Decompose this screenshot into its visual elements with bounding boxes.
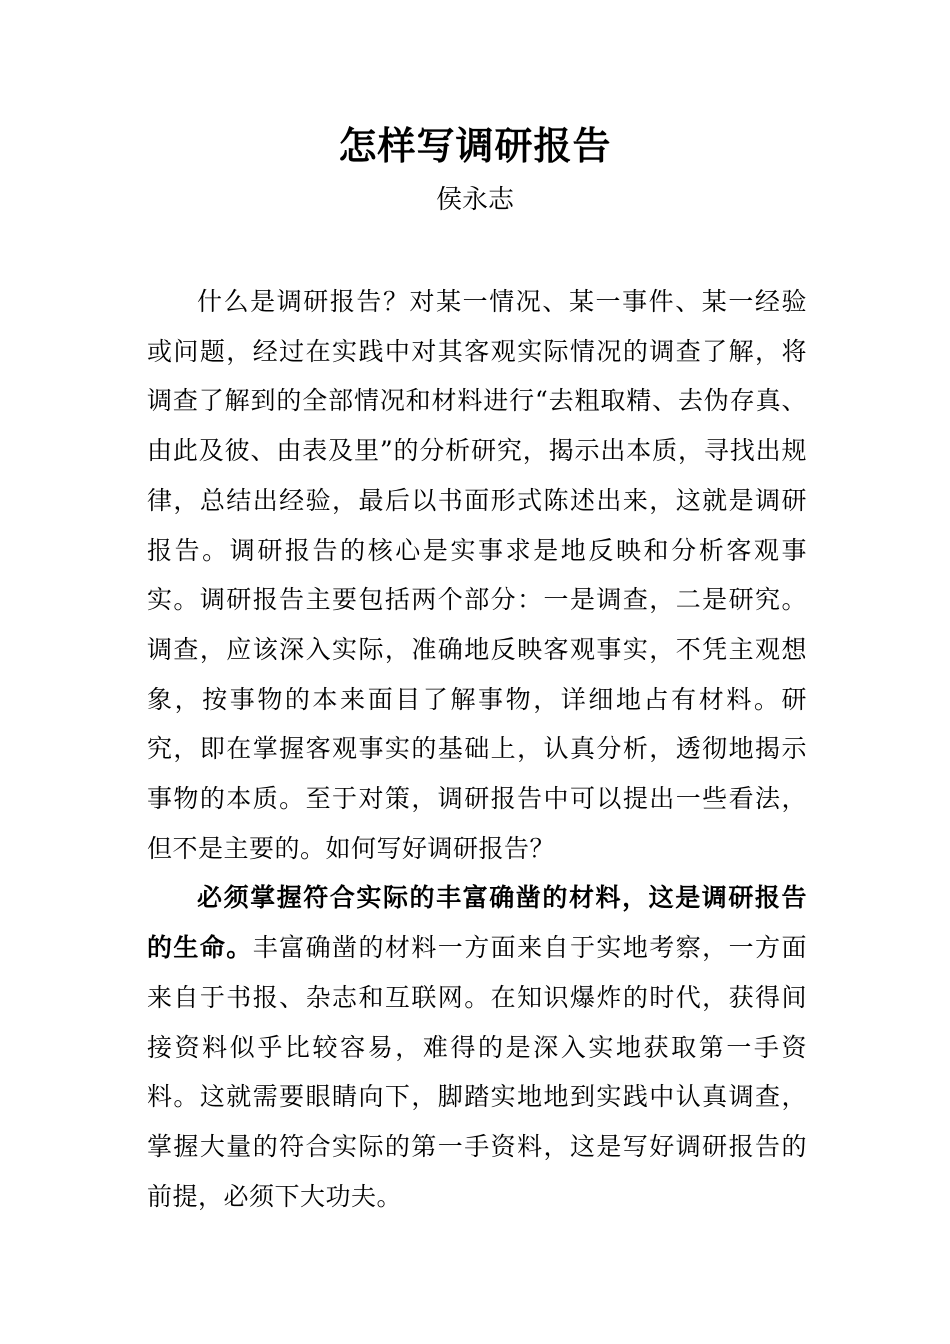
document-body	[147, 277, 807, 1221]
document-title: 怎样写调研报告	[338, 123, 612, 168]
document-author: 侯永志	[435, 185, 514, 215]
paragraph-intro: 什么是调研报告？对某一情况、某一事件、某一经验或问题，经过在实践中对其客观实际情况的调查了解，将调查了解到的全部情况和材料进行“去粗取精、去伪存真、由此及彼、由表及里”的分析研究，揭示出本质，寻找出规律，总结出经验，最后以书面形式陈述出来，这就是调研报告。调研报告的核心是实事求是地反映和分析客观事实。调研报告主要包括两个部分：一是调查，二是研究。调查，应该深入实际，准确地反映客观事实，不凭主观想象，按事物的本来面目了解事物，详细地占有材料。研究，即在掌握客观事实的基础上，认真分析，透彻地揭示事物的本质。至于对策，调研报告中可以提出一些看法，但不是主要的。如何写好调研报告？	[147, 287, 807, 863]
paragraph-materials-text: 丰富确凿的材料一方面来自于实地考察，一方面来自于书报、杂志和互联网。在知识爆炸的时代，获得间接资料似乎比较容易，难得的是深入实地获取第一手资料。这就需要眼睛向下，脚踏实地地到实践中认真调查，掌握大量的符合实际的第一手资料，这是写好调研报告的前提，必须下大功夫。	[147, 933, 807, 1211]
paragraph-materials-heading: 必须掌握符合实际的丰富确凿的材料，这是调研报告的生命。	[147, 883, 807, 963]
paragraph-materials	[147, 873, 807, 1221]
